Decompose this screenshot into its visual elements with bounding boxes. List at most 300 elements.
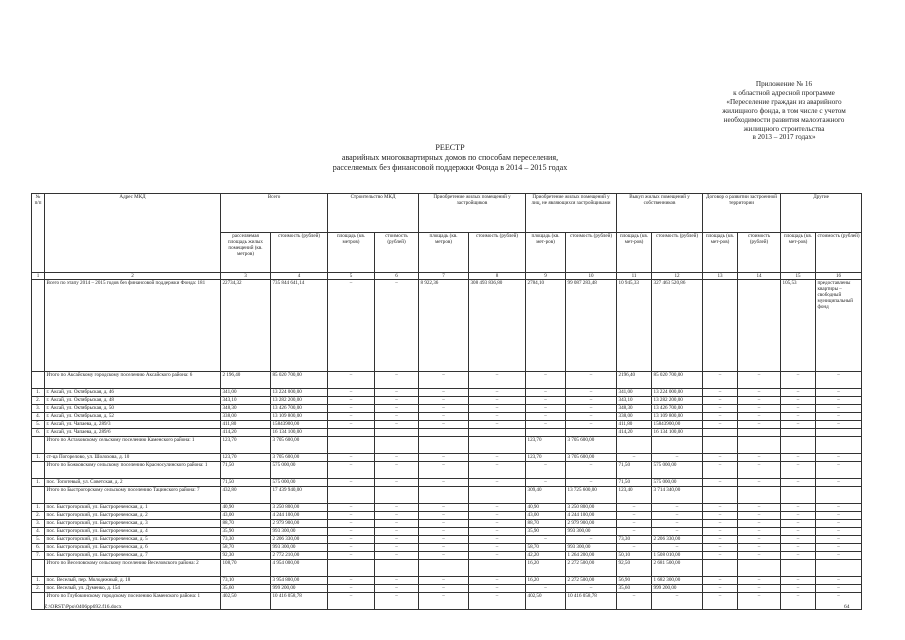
table-row	[32, 536, 862, 544]
table-cell: –	[703, 504, 738, 512]
table-cell: –	[816, 389, 862, 397]
table-cell: 3 705 600,00	[566, 454, 617, 462]
table-cell: –	[816, 413, 862, 421]
table-cell: –	[419, 552, 469, 560]
table-cell: пос. Быстрогорский, ул. Быстрореченская, д. 4	[45, 528, 221, 536]
table-cell: –	[703, 389, 738, 397]
table-cell: –	[375, 528, 419, 536]
table-cell: –	[375, 389, 419, 397]
table-cell: –	[469, 413, 526, 421]
table-cell: 2 206 330,00	[652, 536, 703, 544]
table-cell: Всего по этапу 2014 – 2015 годов без финансовой поддержки Фонда: 181	[45, 280, 221, 372]
table-cell: 348,30	[617, 405, 652, 413]
table-cell: –	[328, 389, 375, 397]
table-cell: 343,10	[221, 397, 271, 405]
sub-header-cell: стоимость (рублей)	[738, 233, 781, 273]
table-cell	[781, 429, 816, 437]
table-cell	[419, 429, 469, 437]
table-cell: –	[375, 280, 419, 372]
table-cell: –	[816, 577, 862, 585]
table-cell: –	[566, 536, 617, 544]
table-cell: пос. Быстрогорский, ул. Быстрореченская, д. 5	[45, 536, 221, 544]
table-cell: –	[328, 585, 375, 593]
table-cell: 13 426 700,00	[271, 405, 328, 413]
table-cell: 99 087 283,48	[566, 280, 617, 372]
header-purchase-dev: Приобретение жилых помещений у застройщиков	[419, 194, 526, 233]
table-row	[32, 504, 862, 512]
table-cell: 2 272 500,00	[566, 577, 617, 585]
table-cell: –	[469, 520, 526, 528]
table-cell: –	[419, 577, 469, 585]
table-cell: 8 922,36	[419, 280, 469, 372]
table-cell: 575 000,00	[271, 462, 328, 479]
header-territory: Договор о развитии застроенной территории	[703, 194, 781, 233]
table-cell: 13 426 700,00	[652, 405, 703, 413]
table-cell: –	[781, 397, 816, 405]
header-address: Адрес МКД	[45, 194, 221, 273]
table-cell: –	[703, 421, 738, 429]
table-cell: 3 705 600,00	[271, 437, 328, 454]
table-cell: –	[652, 512, 703, 520]
appendix-line: в 2013 – 2017 годах»	[752, 133, 816, 142]
table-cell: –	[419, 462, 469, 479]
table-cell: 4 244 100,00	[566, 512, 617, 520]
table-cell: 2 206 330,00	[271, 536, 328, 544]
table-cell: –	[419, 479, 469, 487]
table-cell: 2.	[32, 397, 45, 405]
table-cell: –	[781, 413, 816, 421]
table-cell: –	[328, 504, 375, 512]
table-cell: –	[328, 454, 375, 462]
table-cell: –	[526, 462, 566, 479]
sub-header-cell: площадь (кв. мет-ров)	[781, 233, 816, 273]
table-cell: –	[617, 454, 652, 462]
table-cell: –	[469, 421, 526, 429]
table-cell: 5.	[32, 421, 45, 429]
table-cell: –	[703, 413, 738, 421]
table-cell: –	[375, 504, 419, 512]
table-cell	[566, 429, 617, 437]
table-cell: –	[469, 454, 526, 462]
table-cell: 993 300,00	[566, 528, 617, 536]
table-row	[32, 421, 862, 429]
table-cell: –	[566, 397, 617, 405]
table-cell: 993 300,00	[566, 544, 617, 552]
table-cell: –	[419, 593, 469, 610]
header-purchase-non-dev: Приобретение жилых помещений у лиц, не являющихся застройщиками	[526, 194, 617, 233]
table-cell	[469, 429, 526, 437]
table-cell: –	[703, 552, 738, 560]
table-cell: 3 250 800,00	[566, 504, 617, 512]
table-cell	[32, 593, 45, 610]
column-number-cell: 4	[271, 273, 328, 280]
table-cell: Итого по Аксайскому городскому поселению Аксайского района: 6	[45, 372, 221, 389]
table-row	[32, 544, 862, 552]
sub-header-cell: стоимость (рублей)	[375, 233, 419, 273]
table-cell: 123,70	[221, 437, 271, 454]
table-cell: –	[526, 585, 566, 593]
table-cell: –	[375, 577, 419, 585]
table-cell: –	[328, 421, 375, 429]
table-row	[32, 389, 862, 397]
appendix-line: «Переселение граждан из аварийного	[726, 97, 842, 106]
grand-total-row	[32, 280, 862, 372]
table-cell: пос. Быстрогорский, ул. Быстрореченская, д. 6	[45, 544, 221, 552]
table-cell: 13 224 000,00	[652, 389, 703, 397]
table-cell	[375, 560, 419, 577]
table-cell: –	[328, 479, 375, 487]
table-cell: –	[703, 544, 738, 552]
sub-header-cell: расселяемая площадь жилых помещений (кв. метров)	[221, 233, 271, 273]
table-cell: –	[781, 552, 816, 560]
table-cell: 3.	[32, 520, 45, 528]
table-cell: –	[703, 577, 738, 585]
table-cell: –	[469, 544, 526, 552]
table-cell	[816, 560, 862, 577]
table-cell: 92,30	[221, 552, 271, 560]
table-cell: 575 000,00	[271, 479, 328, 487]
table-cell	[738, 437, 781, 454]
table-cell: –	[816, 520, 862, 528]
table-cell	[32, 560, 45, 577]
table-cell: –	[703, 372, 738, 389]
table-cell: 10 416 058,78	[566, 593, 617, 610]
table-cell: –	[526, 372, 566, 389]
table-cell: 2 272 500,00	[566, 560, 617, 577]
table-cell	[375, 429, 419, 437]
column-number-cell: 11	[617, 273, 652, 280]
column-number-cell: 9	[526, 273, 566, 280]
table-row	[32, 552, 862, 560]
table-cell: 4.	[32, 528, 45, 536]
table-row	[32, 479, 862, 487]
sub-header-cell: стоимость (рублей)	[469, 233, 526, 273]
table-cell	[526, 429, 566, 437]
table-cell: –	[469, 397, 526, 405]
table-cell: –	[566, 405, 617, 413]
table-cell: –	[328, 372, 375, 389]
registry-table	[31, 193, 862, 610]
table-cell: 35,90	[526, 528, 566, 536]
table-cell: –	[816, 512, 862, 520]
table-cell: –	[738, 504, 781, 512]
table-cell: 10 416 058,78	[271, 593, 328, 610]
table-cell: –	[703, 405, 738, 413]
table-cell: –	[375, 536, 419, 544]
column-number-cell: 16	[816, 273, 862, 280]
table-cell: 16 134 100,00	[652, 429, 703, 437]
table-cell: –	[703, 528, 738, 536]
table-cell: 123,70	[526, 454, 566, 462]
table-cell: –	[419, 421, 469, 429]
table-cell: пос. Быстрогорский, ул. Быстрореченская, д. 2	[45, 512, 221, 520]
table-cell: 35,60	[221, 585, 271, 593]
table-cell: –	[419, 520, 469, 528]
table-cell: –	[781, 462, 816, 479]
table-cell: –	[375, 520, 419, 528]
table-cell: 108,70	[221, 560, 271, 577]
table-cell: –	[703, 454, 738, 462]
table-cell	[469, 487, 526, 504]
table-cell: 735 844 641,14	[271, 280, 328, 372]
table-cell: –	[375, 593, 419, 610]
table-cell: –	[328, 593, 375, 610]
table-cell	[781, 560, 816, 577]
table-cell: 3 954 800,00	[271, 577, 328, 585]
table-cell: 2 681 500,00	[652, 560, 703, 577]
table-cell: –	[375, 372, 419, 389]
table-cell: 17 439 940,00	[271, 487, 328, 504]
table-cell: 13 282 200,00	[652, 397, 703, 405]
table-cell: 88,70	[526, 520, 566, 528]
table-cell: 43,00	[221, 512, 271, 520]
table-cell: –	[419, 544, 469, 552]
table-cell	[738, 487, 781, 504]
table-cell: 1 264 200,00	[566, 552, 617, 560]
table-cell: –	[375, 462, 419, 479]
table-cell: –	[526, 397, 566, 405]
table-cell: 40,90	[221, 504, 271, 512]
table-cell: 993 300,00	[271, 528, 328, 536]
table-cell: –	[781, 544, 816, 552]
table-cell: –	[566, 413, 617, 421]
table-cell: 85 020 700,00	[271, 372, 328, 389]
header-total: Всего	[221, 194, 328, 233]
table-cell	[328, 487, 375, 504]
table-cell: –	[738, 421, 781, 429]
table-row	[32, 413, 862, 421]
table-cell: 5.	[32, 536, 45, 544]
table-cell: 4 954 000,00	[271, 560, 328, 577]
table-cell: 123,70	[526, 437, 566, 454]
table-cell: –	[816, 454, 862, 462]
table-cell: –	[566, 479, 617, 487]
table-cell: –	[469, 479, 526, 487]
footer-file-path: Z:\ORST\Ppo\0406pp692.f16.docx	[44, 604, 122, 610]
table-cell: –	[469, 536, 526, 544]
table-row	[32, 512, 862, 520]
table-cell: 88,70	[221, 520, 271, 528]
table-cell: 3 705 600,00	[566, 437, 617, 454]
table-cell: –	[738, 405, 781, 413]
appendix-line: жилищного строительства	[743, 124, 825, 133]
table-cell: 343,10	[617, 397, 652, 405]
table-cell: 13 282 200,00	[271, 397, 328, 405]
table-cell	[738, 429, 781, 437]
table-cell: –	[738, 593, 781, 610]
table-cell: 22734,32	[221, 280, 271, 372]
table-cell: 2 979 900,00	[271, 520, 328, 528]
table-cell: –	[781, 372, 816, 389]
table-cell: –	[375, 512, 419, 520]
table-cell: –	[738, 544, 781, 552]
column-number-cell: 15	[781, 273, 816, 280]
table-cell: 341,00	[617, 389, 652, 397]
table-cell: ст-ца Погорелово, ул. Шолохова, д. 10	[45, 454, 221, 462]
table-cell	[469, 560, 526, 577]
table-cell: –	[469, 512, 526, 520]
table-cell: 2.	[32, 512, 45, 520]
table-cell	[32, 437, 45, 454]
title-line: аварийных многоквартирных домов по способам переселения,	[341, 153, 559, 162]
table-cell: –	[566, 585, 617, 593]
table-cell: 575 000,00	[652, 462, 703, 479]
table-cell: 35,60	[617, 585, 652, 593]
table-cell: –	[526, 389, 566, 397]
table-cell: –	[738, 552, 781, 560]
table-cell: –	[816, 372, 862, 389]
table-cell: Итого по Астаховскому сельскому поселению Каменского района: 1	[45, 437, 221, 454]
table-cell: 402,50	[221, 593, 271, 610]
table-cell	[328, 429, 375, 437]
table-cell: –	[328, 462, 375, 479]
table-cell: 338,00	[617, 413, 652, 421]
document-title	[180, 143, 720, 173]
table-cell: пос. Быстрогорский, ул. Быстрореченская, д. 3	[45, 520, 221, 528]
table-cell: 575 000,00	[652, 479, 703, 487]
table-cell: –	[328, 512, 375, 520]
table-cell	[738, 280, 781, 372]
table-cell: –	[469, 528, 526, 536]
table-cell: 432,80	[221, 487, 271, 504]
table-cell: 402,50	[526, 593, 566, 610]
table-cell: –	[816, 593, 862, 610]
table-cell: 15843900,00	[652, 421, 703, 429]
table-cell: –	[781, 421, 816, 429]
table-cell: 2 979 900,00	[566, 520, 617, 528]
table-cell: 3 714 340,00	[652, 487, 703, 504]
table-row	[32, 528, 862, 536]
table-cell: 16,20	[526, 577, 566, 585]
table-cell: –	[375, 397, 419, 405]
table-cell: –	[526, 536, 566, 544]
table-cell: 1.	[32, 454, 45, 462]
table-cell: –	[703, 479, 738, 487]
table-cell: –	[781, 504, 816, 512]
table-cell	[419, 437, 469, 454]
table-cell: Итого по Быстрогорскому сельскому поселению Тацинского района: 7	[45, 487, 221, 504]
table-cell: –	[375, 421, 419, 429]
table-cell: пос. Топотевый, ул. Советская, д. 2	[45, 479, 221, 487]
table-cell: 16 134 100,00	[271, 429, 328, 437]
table-cell: 71,50	[617, 462, 652, 479]
table-cell: –	[781, 577, 816, 585]
table-cell: 1.	[32, 504, 45, 512]
column-number-cell: 2	[45, 273, 221, 280]
table-cell: пос. Быстрогорский, ул. Быстрореченская, д. 1	[45, 504, 221, 512]
table-cell: 2.	[32, 585, 45, 593]
table-cell: –	[703, 536, 738, 544]
table-cell: –	[375, 454, 419, 462]
table-cell	[816, 487, 862, 504]
header-num: № п/п	[32, 194, 45, 273]
column-number-cell: 8	[469, 273, 526, 280]
table-cell: –	[781, 389, 816, 397]
sub-header-cell: площадь (кв. мет-ров)	[617, 233, 652, 273]
sub-header-cell: стоимость (рублей)	[566, 233, 617, 273]
sub-header-cell: площадь (кв. мет-ров)	[526, 233, 566, 273]
table-cell: 92,50	[617, 560, 652, 577]
table-cell: –	[781, 512, 816, 520]
table-cell: –	[738, 512, 781, 520]
table-cell: 15843900,00	[271, 421, 328, 429]
table-cell: –	[617, 528, 652, 536]
table-cell: –	[328, 577, 375, 585]
table-cell: 13 725 600,00	[566, 487, 617, 504]
table-cell: 2 196,40	[221, 372, 271, 389]
appendix-line: Приложение № 16	[755, 80, 813, 88]
table-cell: пос. Веселый, пер. Молодежный, д. 18	[45, 577, 221, 585]
appendix-line: жилищного фонда, в том числе с учетом	[722, 106, 846, 115]
table-cell	[328, 560, 375, 577]
table-cell	[816, 437, 862, 454]
subtotal-row	[32, 462, 862, 479]
table-cell: –	[617, 593, 652, 610]
table-cell	[375, 487, 419, 504]
table-cell: 85 020 700,00	[652, 372, 703, 389]
table-cell: г. Аксай, ул. Октябрьская, д. 50	[45, 405, 221, 413]
table-cell: –	[617, 512, 652, 520]
table-cell: –	[419, 504, 469, 512]
table-cell: –	[566, 421, 617, 429]
header-row-groups	[32, 194, 862, 233]
table-cell: 3.	[32, 405, 45, 413]
table-cell: –	[738, 577, 781, 585]
table-cell	[617, 437, 652, 454]
table-cell: –	[566, 372, 617, 389]
subtotal-row	[32, 437, 862, 454]
table-cell: –	[781, 585, 816, 593]
column-number-cell: 10	[566, 273, 617, 280]
table-cell: 338,00	[221, 413, 271, 421]
table-cell: –	[375, 552, 419, 560]
table-cell: –	[526, 421, 566, 429]
table-cell: пос. Веселый, ул. Думенко, д. 154	[45, 585, 221, 593]
table-cell: г. Аксай, ул. Октябрьская, д. 52	[45, 413, 221, 421]
column-number-cell: 13	[703, 273, 738, 280]
table-cell: 123,40	[617, 487, 652, 504]
table-cell: –	[703, 512, 738, 520]
table-cell: –	[419, 413, 469, 421]
table-cell: –	[781, 454, 816, 462]
header-construction: Строительство МКД	[328, 194, 419, 233]
table-cell: 13 109 800,00	[271, 413, 328, 421]
table-cell: –	[781, 405, 816, 413]
appendix-line: к областной адресной программе	[733, 88, 835, 97]
table-cell: –	[375, 413, 419, 421]
table-cell: 309,40	[526, 487, 566, 504]
table-cell	[703, 437, 738, 454]
table-cell: г. Аксай, ул. Чапаева, д. 289/6	[45, 429, 221, 437]
table-cell: –	[617, 504, 652, 512]
table-cell: 123,70	[221, 454, 271, 462]
table-cell: –	[419, 585, 469, 593]
table-cell: –	[328, 536, 375, 544]
column-number-cell: 6	[375, 273, 419, 280]
table-cell: –	[469, 593, 526, 610]
table-cell: –	[781, 536, 816, 544]
column-number-cell: 5	[328, 273, 375, 280]
table-cell: 327 463 520,86	[652, 280, 703, 372]
table-cell: –	[469, 585, 526, 593]
table-cell: –	[703, 585, 738, 593]
title-line: расселяемых без финансовой поддержки Фонда в 2014 – 2015 годах	[332, 163, 568, 172]
table-cell: 411,80	[617, 421, 652, 429]
table-cell: 13 224 000,00	[271, 389, 328, 397]
table-cell: 6.	[32, 544, 45, 552]
table-cell: –	[738, 479, 781, 487]
table-cell: –	[566, 462, 617, 479]
